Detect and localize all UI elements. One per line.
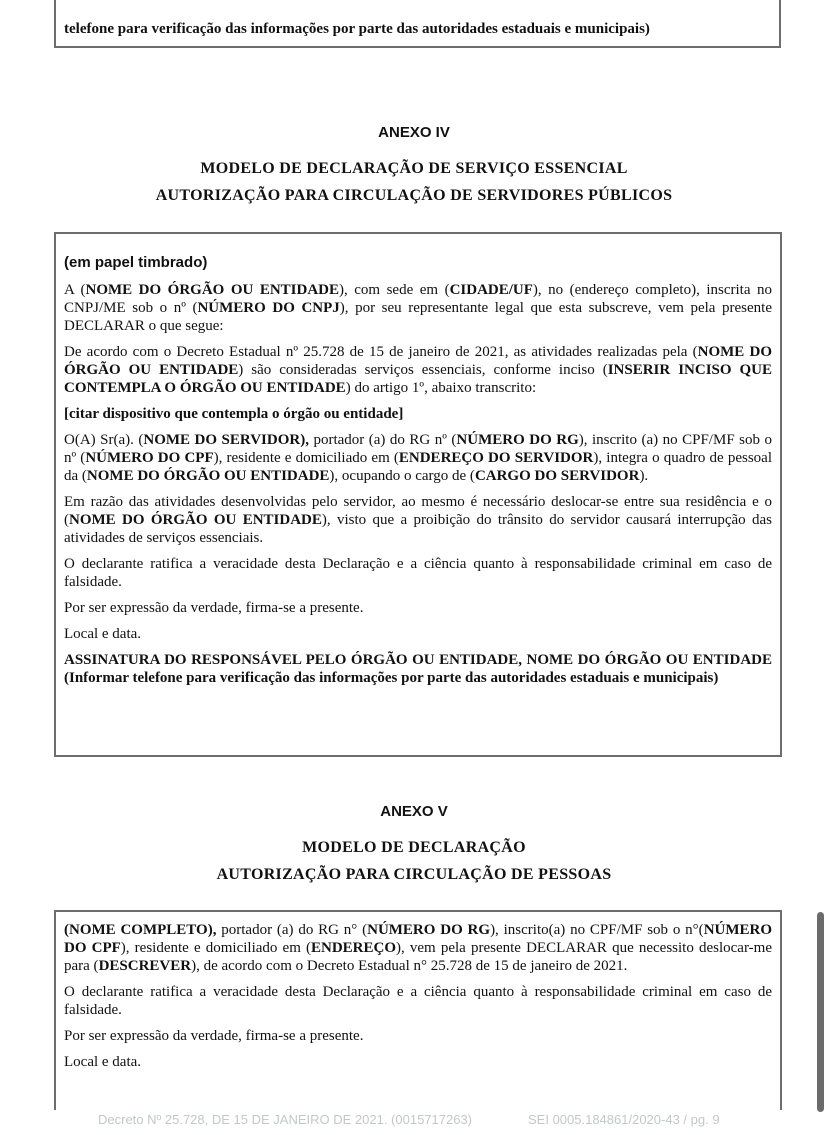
scrollbar-thumb[interactable] (817, 912, 824, 1112)
letterhead-note: (em papel timbrado) (64, 254, 208, 271)
annex-v-declaration-box (54, 910, 782, 1110)
annex-iv-paragraph-2: De acordo com o Decreto Estadual nº 25.728 de 15 de janeiro de 2021, as atividades realizadas pela (NOME DO ÓRGÃO OU ENTIDADE) são consideradas serviços essenciais, conforme inciso (INSERIR INCISO QUE CONTEMPLA O ÓRGÃO OU ENTIDADE) do artigo 1º, abaixo transcrito: (64, 344, 773, 396)
previous-annex-last-line: telefone para verificação das informações por parte das autoridades estaduais e municipais) (64, 21, 650, 37)
annex-iv-paragraph-6: O declarante ratifica a veracidade desta Declaração e a ciência quanto à responsabilidade criminal em caso de falsidade. (64, 556, 772, 590)
footer-sei-page: SEI 0005.184861/2020-43 / pg. 9 (528, 1112, 720, 1127)
annex-iv-title: MODELO DE DECLARAÇÃO DE SERVIÇO ESSENCIAL (200, 160, 628, 177)
annex-iv-citation-note: [citar dispositivo que contempla o órgão ou entidade] (64, 406, 404, 422)
annex-v-place-date: Local e data. (64, 1054, 142, 1070)
annex-v-paragraph-2: O declarante ratifica a veracidade desta Declaração e a ciência quanto à responsabilidade criminal em caso de falsidade. (64, 984, 772, 1018)
previous-annex-box (54, 0, 781, 48)
footer-document-reference: Decreto Nº 25.728, DE 15 DE JANEIRO DE 2021. (0015717263) (98, 1112, 473, 1127)
annex-iv-paragraph-4: O(A) Sr(a). (NOME DO SERVIDOR), portador (a) do RG nº (NÚMERO DO RG), inscrito (a) no CPF/MF sob o nº (NÚMERO DO CPF), residente e domiciliado em (ENDEREÇO DO SERVIDOR), integra o quadro de pessoal da (NOME DO ÓRGÃO OU ENTIDADE), ocupando o cargo de (CARGO DO SERVIDOR). (64, 432, 772, 484)
annex-iv-paragraph-5: Em razão das atividades desenvolvidas pelo servidor, ao mesmo é necessário deslocar-se entre sua residência e o (NOME DO ÓRGÃO OU ENTIDADE), visto que a proibição do trânsito do servidor causará interrupção das atividades de serviços essenciais. (64, 494, 773, 546)
annex-iv-label: ANEXO IV (378, 124, 450, 141)
annex-v-title: MODELO DE DECLARAÇÃO (302, 839, 526, 856)
annex-v-paragraph-1: (NOME COMPLETO), portador (a) do RG n° (NÚMERO DO RG), inscrito(a) no CPF/MF sob o n°(NÚMERO DO CPF), residente e domiciliado em (ENDEREÇO), vem pela presente DECLARAR que necessito deslocar-me para (DESCREVER), de acordo com o Decreto Estadual n° 25.728 de 15 de janeiro de 2021. (64, 922, 773, 974)
annex-iv-declaration-box (54, 232, 782, 757)
annex-iv-place-date: Local e data. (64, 626, 142, 642)
annex-v-subtitle: AUTORIZAÇÃO PARA CIRCULAÇÃO DE PESSOAS (216, 866, 612, 883)
annex-iv-signature-line: ASSINATURA DO RESPONSÁVEL PELO ÓRGÃO OU ENTIDADE, NOME DO ÓRGÃO OU ENTIDADE (Informar telefone para verificação das informações por parte das autoridades estaduais e municipais) (64, 652, 772, 686)
annex-v-paragraph-3: Por ser expressão da verdade, firma-se a presente. (64, 1028, 364, 1044)
annex-v-label: ANEXO V (380, 803, 448, 820)
annex-iv-paragraph-1: A (NOME DO ÓRGÃO OU ENTIDADE), com sede em (CIDADE/UF), no (endereço completo), inscrita no CNPJ/ME sob o nº (NÚMERO DO CNPJ), por seu representante legal que esta subscreve, vem pela presente DECLARAR o que segue: (64, 282, 773, 334)
annex-iv-paragraph-7: Por ser expressão da verdade, firma-se a presente. (64, 600, 364, 616)
annex-iv-subtitle: AUTORIZAÇÃO PARA CIRCULAÇÃO DE SERVIDORES PÚBLICOS (155, 187, 673, 204)
